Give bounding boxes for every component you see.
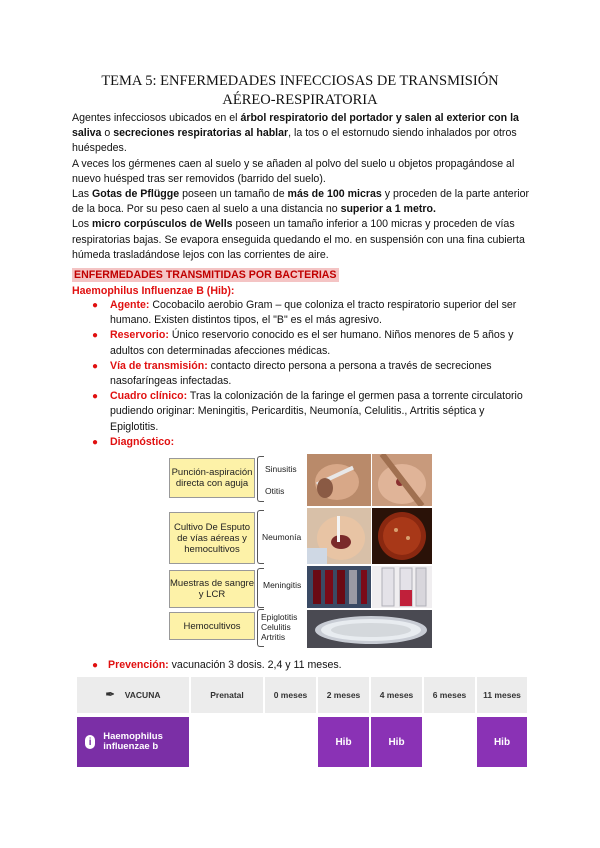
label-artritis: Artritis — [261, 632, 286, 642]
table-header-row — [77, 677, 527, 713]
photo-culture-plate — [372, 508, 432, 564]
dose-4-meses: Hib — [371, 717, 422, 767]
intro-paragraph-3: Las Gotas de Pflügge poseen un tamaño de más de 100 micras y proceden de la parte anterior de la boca. Por su peso caen al suelo a una distancia no superior a 1 metro. — [72, 188, 529, 216]
label-meningitis: Meningitis — [263, 580, 302, 590]
bullet-icon: ● — [92, 391, 99, 403]
hib-details-list — [92, 298, 532, 450]
diagram-box-muestras: Muestras de sangre y LCR — [169, 570, 255, 608]
label-neumonia: Neumonía — [262, 532, 302, 542]
page-title — [60, 72, 540, 110]
diagram-box-hemocultivos: Hemocultivos — [169, 612, 255, 640]
photo-ear-puncture — [307, 454, 371, 506]
dose-11-meses: Hib — [477, 717, 527, 767]
dose-0-meses — [265, 717, 316, 767]
list-item-diagnostico: ● Diagnóstico: — [92, 435, 532, 450]
list-item-via: ● Vía de transmisión: contacto directo persona a persona a través de secreciones nasofaríngeas infectadas. — [92, 359, 492, 388]
title-line-2: AÉREO-RESPIRATORIA — [222, 92, 378, 108]
header-prenatal: Prenatal — [191, 677, 263, 713]
header-2-meses: 2 meses — [318, 677, 369, 713]
bullet-icon: ● — [92, 436, 99, 448]
dose-6-meses — [424, 717, 475, 767]
diagram-box-puncion: Punción-aspiración directa con aguja — [169, 458, 255, 498]
photo-csf-tubes — [372, 566, 432, 608]
diagram-brace — [257, 456, 264, 502]
bullet-icon: ● — [92, 300, 99, 311]
list-item-reservorio: ● Reservorio: Único reservorio conocido es el ser humano. Niños menores de 5 años y adultos con determinadas afecciones médicas. — [92, 329, 514, 357]
photo-blood-tubes — [307, 566, 371, 608]
table-row — [77, 717, 527, 767]
bullet-icon: ● — [92, 330, 99, 342]
header-4-meses: 4 meses — [371, 677, 422, 713]
list-item-cuadro: ● Cuadro clínico: Tras la colonización de la faringe el germen pasa a torrente circulatorio pudiendo originar: Meningitis, Pericarditis, Neumonía, Celulitis., Artritis séptica y Epiglotitis. — [92, 390, 523, 433]
label-epiglotitis: Epiglotitis — [261, 612, 298, 622]
title-line-1: TEMA 5: ENFERMEDADES INFECCIOSAS DE TRANSMISIÓN — [101, 73, 499, 89]
photo-petri-dish — [307, 610, 432, 648]
vaccine-name-cell: i Haemophilus influenzae b — [77, 717, 189, 767]
intro-paragraph-1: Agentes infecciosos ubicados en el árbol respiratorio del portador y salen al exterior con la saliva o secreciones respiratorias al hablar, la tos o el estornudo siendo inhalados por otros huéspedes. — [72, 112, 519, 155]
list-item-agente: ● Agente: Cocobacilo aerobio Gram – que coloniza el tracto respiratorio superior del ser humano. Existen distintos tipos, el "B" es el más agresivo. — [92, 299, 517, 327]
photo-skin-puncture — [372, 454, 432, 506]
diagnosis-diagram — [166, 452, 434, 650]
bullet-icon: ● — [92, 660, 99, 671]
intro-paragraph-2: A veces los gérmenes caen al suelo y se añaden al polvo del suelo u objetos propagándose al nuevo huésped tras ser removidos (barrido del suelo). — [72, 157, 515, 185]
info-icon[interactable]: i — [85, 735, 95, 749]
intro-paragraph-4: Los micro corpúsculos de Wells poseen un tamaño inferior a 100 micras y proceden de vías respiratorias bajas. Se evapora enseguida quedando el mo. en suspensión con una fina cubierta húmeda trasladándose lejos con las corrientes de aire. — [72, 218, 525, 261]
syringe-icon: ✒ — [105, 689, 115, 701]
photo-sputum-swab — [307, 508, 371, 564]
diagram-box-cultivo: Cultivo De Esputo de vías aéreas y hemocultivos — [169, 512, 255, 564]
dose-prenatal — [191, 717, 263, 767]
vaccine-schedule-table — [77, 677, 527, 767]
header-vacuna: ✒ VACUNA — [77, 677, 189, 713]
header-6-meses: 6 meses — [424, 677, 475, 713]
dose-2-meses: Hib — [318, 717, 369, 767]
prevention-line: ● Prevención: vacunación 3 dosis. 2,4 y 11 meses. — [92, 659, 342, 671]
header-11-meses: 11 meses — [477, 677, 527, 713]
bullet-icon: ● — [92, 360, 99, 372]
section-title: ENFERMEDADES TRANSMITIDAS POR BACTERIAS — [74, 269, 337, 281]
intro-text — [72, 111, 532, 263]
header-0-meses: 0 meses — [265, 677, 316, 713]
label-sinusitis: Sinusitis — [265, 464, 297, 474]
label-celulitis: Celulitis — [261, 622, 291, 632]
subsection-title: Haemophilus Influenzae B (Hib): — [72, 285, 235, 297]
label-otitis: Otitis — [265, 486, 285, 496]
